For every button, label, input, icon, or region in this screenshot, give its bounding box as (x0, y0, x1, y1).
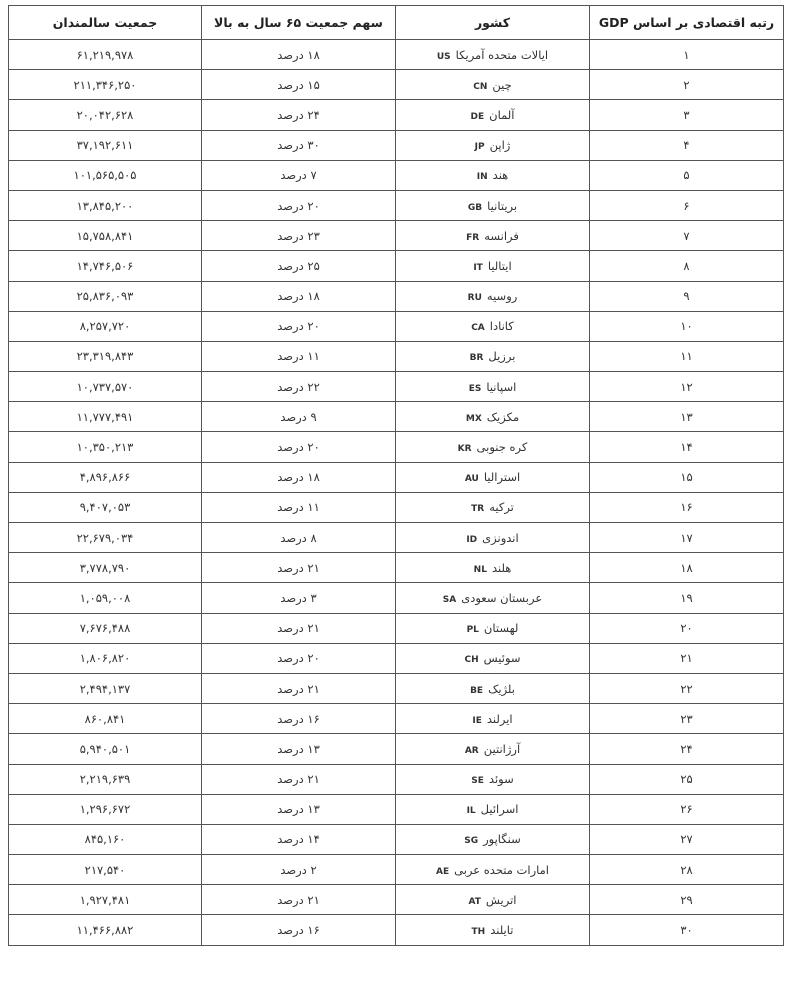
country-name: ایرلند (486, 711, 513, 726)
population-cell: ۱۵,۷۵۸,۸۴۱ (9, 221, 202, 251)
table-row (9, 824, 784, 854)
table-row (9, 553, 784, 583)
country-cell (396, 915, 590, 945)
share-cell: ۲۱ درصد (202, 885, 396, 915)
share-cell: ۲۰ درصد (202, 432, 396, 462)
table-row (9, 130, 784, 160)
country-name: آلمان (489, 107, 515, 122)
population-cell: ۲,۲۱۹,۶۳۹ (9, 764, 202, 794)
table-row (9, 281, 784, 311)
share-cell: ۱۸ درصد (202, 40, 396, 70)
country-code: IN (476, 172, 488, 183)
table-body (9, 40, 784, 946)
rank-cell: ۲۰ (590, 613, 784, 643)
population-cell: ۴,۸۹۶,۸۶۶ (9, 462, 202, 492)
rank-cell: ۲۹ (590, 885, 784, 915)
population-cell: ۱۰۱,۵۶۵,۵۰۵ (9, 160, 202, 190)
country-code: AR (464, 745, 479, 756)
rank-cell: ۱۶ (590, 492, 784, 522)
population-cell: ۵,۹۴۰,۵۰۱ (9, 734, 202, 764)
country-cell (396, 100, 590, 130)
rank-cell: ۱۳ (590, 402, 784, 432)
country-cell (396, 372, 590, 402)
population-cell: ۲۱۱,۳۴۶,۲۵۰ (9, 70, 202, 100)
country-name: سوئیس (483, 651, 521, 666)
share-cell: ۱۱ درصد (202, 341, 396, 371)
share-cell: ۱۴ درصد (202, 824, 396, 854)
country-cell (396, 613, 590, 643)
table-header (9, 6, 784, 40)
share-cell: ۲۰ درصد (202, 311, 396, 341)
rank-cell: ۲۱ (590, 643, 784, 673)
country-code: BE (470, 685, 484, 696)
country-cell (396, 855, 590, 885)
table-row (9, 432, 784, 462)
elderly-population-table-container (8, 5, 779, 946)
rank-cell: ۱۹ (590, 583, 784, 613)
share-cell: ۱۸ درصد (202, 462, 396, 492)
table-row (9, 885, 784, 915)
country-name: اندونزی (482, 530, 519, 545)
table-row (9, 160, 784, 190)
population-cell: ۸۴۵,۱۶۰ (9, 824, 202, 854)
share-cell: ۱۳ درصد (202, 734, 396, 764)
country-name: روسیه (486, 289, 518, 304)
country-name: سوئد (488, 772, 514, 787)
population-cell: ۱۰,۳۵۰,۲۱۳ (9, 432, 202, 462)
country-cell (396, 70, 590, 100)
table-row (9, 915, 784, 945)
country-cell (396, 432, 590, 462)
country-code: FR (466, 232, 480, 243)
country-cell (396, 704, 590, 734)
country-cell (396, 553, 590, 583)
share-cell: ۱۸ درصد (202, 281, 396, 311)
country-cell (396, 885, 590, 915)
header-rank: رتبه اقتصادی بر اساس GDP (590, 6, 784, 40)
country-cell (396, 251, 590, 281)
population-cell: ۱۳,۸۴۵,۲۰۰ (9, 190, 202, 220)
country-cell (396, 764, 590, 794)
population-cell: ۱,۹۲۷,۴۸۱ (9, 885, 202, 915)
population-cell: ۳,۷۷۸,۷۹۰ (9, 553, 202, 583)
country-name: ایالات متحده آمریکا (455, 47, 549, 62)
country-code: US (436, 51, 451, 62)
share-cell: ۲۰ درصد (202, 643, 396, 673)
share-cell: ۲۱ درصد (202, 613, 396, 643)
country-cell (396, 583, 590, 613)
table-row (9, 704, 784, 734)
rank-cell: ۱۵ (590, 462, 784, 492)
country-name: کانادا (489, 319, 514, 334)
table-row (9, 402, 784, 432)
country-name: اسپانیا (486, 379, 517, 394)
country-code: RU (467, 293, 482, 304)
share-cell: ۲۱ درصد (202, 673, 396, 703)
population-cell: ۸,۲۵۷,۷۲۰ (9, 311, 202, 341)
population-cell: ۱۰,۷۳۷,۵۷۰ (9, 372, 202, 402)
share-cell: ۲۵ درصد (202, 251, 396, 281)
country-cell (396, 462, 590, 492)
country-name: اتریش (485, 892, 517, 907)
population-cell: ۱۱,۷۷۷,۴۹۱ (9, 402, 202, 432)
table-row (9, 855, 784, 885)
population-cell: ۲,۴۹۴,۱۳۷ (9, 673, 202, 703)
rank-cell: ۱۲ (590, 372, 784, 402)
rank-cell: ۲ (590, 70, 784, 100)
country-code: PL (466, 625, 479, 636)
country-name: ترکیه (489, 500, 514, 515)
country-code: IT (473, 262, 483, 273)
country-name: اسرائیل (480, 802, 519, 817)
rank-cell: ۲۷ (590, 824, 784, 854)
rank-cell: ۱۸ (590, 553, 784, 583)
country-code: DE (470, 111, 485, 122)
share-cell: ۸ درصد (202, 523, 396, 553)
table-row (9, 462, 784, 492)
rank-cell: ۱۱ (590, 341, 784, 371)
table-row (9, 190, 784, 220)
share-cell: ۱۵ درصد (202, 70, 396, 100)
country-name: عربستان سعودی (461, 590, 543, 605)
country-cell (396, 190, 590, 220)
population-cell: ۲۱۷,۵۴۰ (9, 855, 202, 885)
population-cell: ۸۶۰,۸۴۱ (9, 704, 202, 734)
country-name: امارات متحده عربی (454, 862, 549, 877)
population-cell: ۲۳,۳۱۹,۸۴۳ (9, 341, 202, 371)
share-cell: ۲ درصد (202, 855, 396, 885)
country-code: SA (442, 594, 457, 605)
share-cell: ۱۶ درصد (202, 915, 396, 945)
country-code: GB (467, 202, 483, 213)
country-name: بریتانیا (487, 198, 518, 213)
country-code: AU (464, 474, 479, 485)
country-cell (396, 160, 590, 190)
table-row (9, 311, 784, 341)
rank-cell: ۲۵ (590, 764, 784, 794)
rank-cell: ۲۴ (590, 734, 784, 764)
rank-cell: ۸ (590, 251, 784, 281)
country-cell (396, 794, 590, 824)
country-cell (396, 492, 590, 522)
population-cell: ۱,۰۵۹,۰۰۸ (9, 583, 202, 613)
country-code: SG (464, 836, 479, 847)
country-cell (396, 311, 590, 341)
country-name: مکزیک (486, 409, 520, 424)
population-cell: ۱۱,۴۶۶,۸۸۲ (9, 915, 202, 945)
share-cell: ۲۳ درصد (202, 221, 396, 251)
rank-cell: ۱۴ (590, 432, 784, 462)
table-row (9, 221, 784, 251)
table-row (9, 643, 784, 673)
header-country: کشور (396, 6, 590, 40)
header-row (9, 6, 784, 40)
country-code: CA (471, 323, 485, 334)
country-code: JP (474, 142, 485, 153)
country-cell (396, 673, 590, 703)
population-cell: ۲۰,۰۴۲,۶۲۸ (9, 100, 202, 130)
share-cell: ۹ درصد (202, 402, 396, 432)
country-cell (396, 40, 590, 70)
country-name: سنگاپور (483, 832, 521, 847)
country-name: فرانسه (484, 228, 519, 243)
country-code: MX (465, 413, 482, 424)
country-name: لهستان (483, 621, 519, 636)
population-cell: ۶۱,۲۱۹,۹۷۸ (9, 40, 202, 70)
country-name: آرژانتین (483, 741, 521, 756)
country-name: تایلند (490, 923, 514, 938)
country-name: بلژیک (488, 681, 515, 696)
rank-cell: ۲۳ (590, 704, 784, 734)
country-name: چین (492, 77, 512, 92)
country-name: هلند (491, 560, 512, 575)
population-cell: ۷,۶۷۶,۴۸۸ (9, 613, 202, 643)
population-cell: ۲۲,۶۷۹,۰۳۴ (9, 523, 202, 553)
table-row (9, 341, 784, 371)
country-code: ID (466, 534, 478, 545)
country-code: CN (473, 81, 488, 92)
table-row (9, 583, 784, 613)
rank-cell: ۴ (590, 130, 784, 160)
rank-cell: ۵ (590, 160, 784, 190)
table-row (9, 734, 784, 764)
rank-cell: ۲۸ (590, 855, 784, 885)
population-cell: ۹,۴۰۷,۰۵۳ (9, 492, 202, 522)
country-code: BR (469, 353, 484, 364)
country-cell (396, 130, 590, 160)
table-row (9, 613, 784, 643)
population-cell: ۱۴,۷۴۶,۵۰۶ (9, 251, 202, 281)
country-code: AT (468, 896, 481, 907)
country-code: SE (471, 776, 484, 787)
table-row (9, 523, 784, 553)
table-row (9, 251, 784, 281)
population-cell: ۱,۸۰۶,۸۲۰ (9, 643, 202, 673)
rank-cell: ۷ (590, 221, 784, 251)
country-name: استرالیا (483, 470, 521, 485)
elderly-population-table (8, 5, 784, 946)
table-row (9, 40, 784, 70)
share-cell: ۱۱ درصد (202, 492, 396, 522)
share-cell: ۳ درصد (202, 583, 396, 613)
table-row (9, 764, 784, 794)
table-row (9, 673, 784, 703)
country-cell (396, 402, 590, 432)
share-cell: ۷ درصد (202, 160, 396, 190)
country-cell (396, 734, 590, 764)
country-name: کره جنوبی (476, 440, 528, 455)
share-cell: ۱۳ درصد (202, 794, 396, 824)
country-cell (396, 221, 590, 251)
share-cell: ۳۰ درصد (202, 130, 396, 160)
share-cell: ۲۲ درصد (202, 372, 396, 402)
country-cell (396, 523, 590, 553)
country-code: ES (468, 383, 482, 394)
rank-cell: ۱۰ (590, 311, 784, 341)
country-code: KR (457, 444, 472, 455)
country-code: IE (472, 715, 482, 726)
country-cell (396, 824, 590, 854)
share-cell: ۲۱ درصد (202, 553, 396, 583)
country-name: ژاپن (489, 138, 511, 153)
rank-cell: ۳ (590, 100, 784, 130)
table-row (9, 100, 784, 130)
country-name: برزیل (488, 349, 516, 364)
rank-cell: ۶ (590, 190, 784, 220)
population-cell: ۲۵,۸۳۶,۰۹۳ (9, 281, 202, 311)
country-name: ایتالیا (487, 258, 512, 273)
rank-cell: ۲۲ (590, 673, 784, 703)
table-row (9, 70, 784, 100)
rank-cell: ۹ (590, 281, 784, 311)
rank-cell: ۱ (590, 40, 784, 70)
share-cell: ۱۶ درصد (202, 704, 396, 734)
country-cell (396, 341, 590, 371)
country-code: TR (471, 504, 485, 515)
country-code: AE (436, 866, 450, 877)
rank-cell: ۳۰ (590, 915, 784, 945)
share-cell: ۲۱ درصد (202, 764, 396, 794)
country-code: TH (471, 927, 486, 938)
rank-cell: ۱۷ (590, 523, 784, 553)
country-cell (396, 281, 590, 311)
population-cell: ۳۷,۱۹۲,۶۱۱ (9, 130, 202, 160)
rank-cell: ۲۶ (590, 794, 784, 824)
country-name: هند (492, 168, 509, 183)
share-cell: ۲۴ درصد (202, 100, 396, 130)
country-code: IL (466, 806, 476, 817)
table-row (9, 794, 784, 824)
share-cell: ۲۰ درصد (202, 190, 396, 220)
header-population: جمعیت سالمندان (9, 6, 202, 40)
country-code: NL (473, 564, 487, 575)
table-row (9, 372, 784, 402)
table-row (9, 492, 784, 522)
header-share: سهم جمعیت ۶۵ سال به بالا (202, 6, 396, 40)
country-cell (396, 643, 590, 673)
country-code: CH (464, 655, 479, 666)
population-cell: ۱,۲۹۶,۶۷۲ (9, 794, 202, 824)
